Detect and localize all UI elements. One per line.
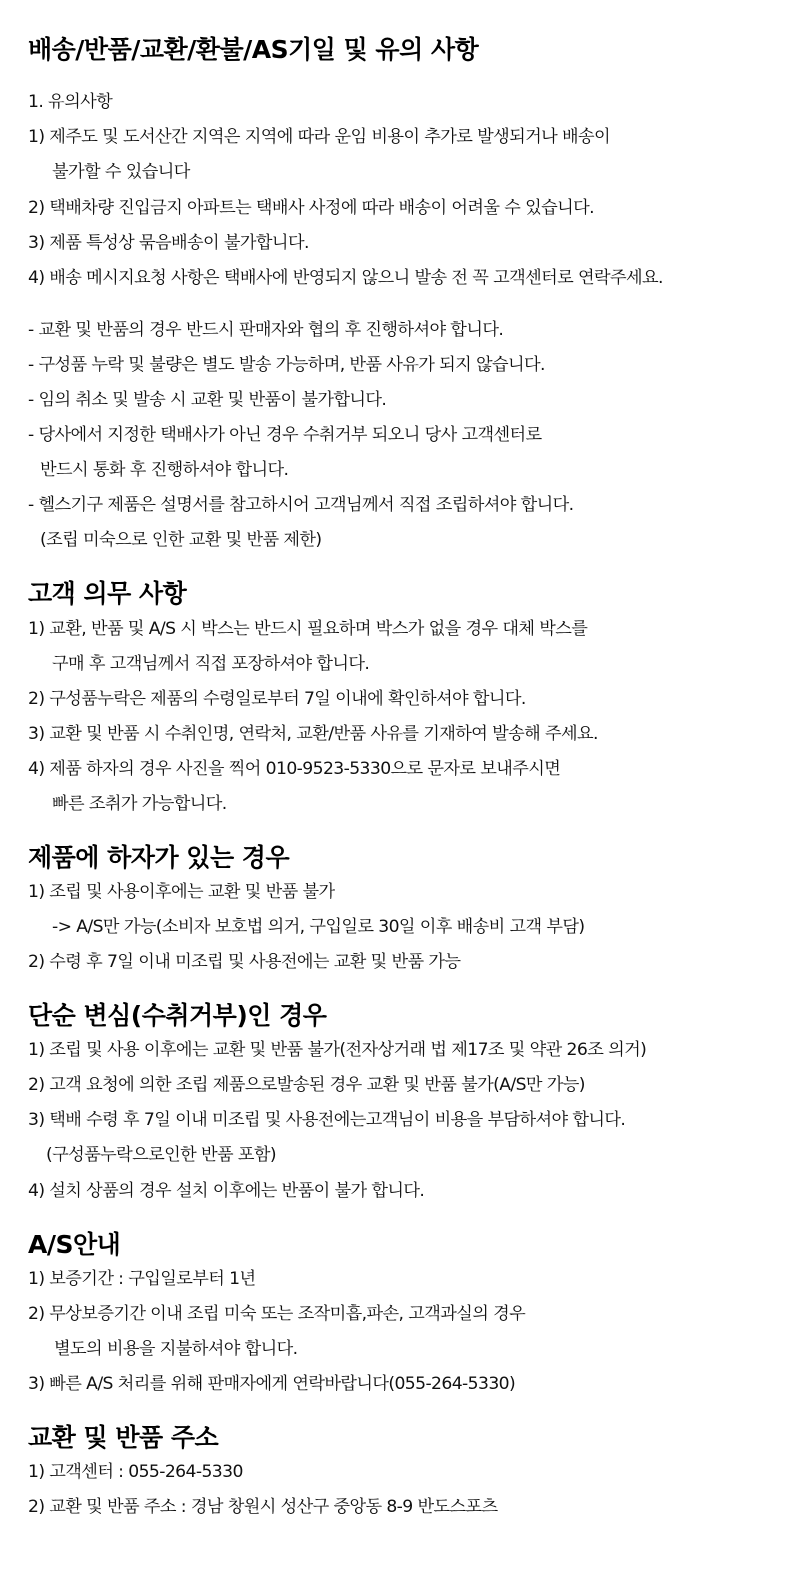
notes-line: 3) 제품 특성상 묶음배송이 불가합니다. [28, 233, 309, 253]
notes-line: 불가할 수 있습니다 [52, 162, 190, 182]
section-heading-as: A/S안내 [28, 1230, 121, 1259]
change-line: (구성품누락으로인한 반품 포함) [46, 1145, 276, 1165]
as-line: 3) 빠른 A/S 처리를 위해 판매자에게 연락바랍니다(055-264-5330) [28, 1374, 516, 1394]
notes-line: 4) 배송 메시지요청 사항은 택배사에 반영되지 않으니 발송 전 꼭 고객센터로 연락주세요. [28, 268, 663, 288]
change-line: 3) 택배 수령 후 7일 이내 미조립 및 사용전에는고객님이 비용을 부담하셔야 합니다. [28, 1110, 626, 1130]
address-line: 2) 교환 및 반품 주소 : 경남 창원시 성산구 중앙동 8-9 반도스포츠 [28, 1497, 498, 1517]
page-title: 배송/반품/교환/환불/AS기일 및 유의 사항 [28, 35, 479, 64]
notes-line: - 교환 및 반품의 경우 반드시 판매자와 협의 후 진행하셔야 합니다. [28, 320, 504, 340]
defect-line: 1) 조립 및 사용이후에는 교환 및 반품 불가 [28, 882, 335, 902]
notes-line: - 당사에서 지정한 택배사가 아닌 경우 수취거부 되오니 당사 고객센터로 [28, 425, 542, 445]
notes-line: 1. 유의사항 [28, 92, 113, 112]
change-line: 1) 조립 및 사용 이후에는 교환 및 반품 불가(전자상거래 법 제17조 및 약관 26조 의거) [28, 1040, 647, 1060]
section-heading-customer: 고객 의무 사항 [28, 579, 187, 608]
section-heading-address: 교환 및 반품 주소 [28, 1423, 219, 1452]
as-line: 별도의 비용을 지불하셔야 합니다. [54, 1339, 298, 1359]
customer-line: 4) 제품 하자의 경우 사진을 찍어 010-9523-5330으로 문자로 보내주시면 [28, 759, 561, 779]
as-line: 2) 무상보증기간 이내 조립 미숙 또는 조작미흡,파손, 고객과실의 경우 [28, 1304, 526, 1324]
section-heading-defect: 제품에 하자가 있는 경우 [28, 843, 290, 872]
address-line: 1) 고객센터 : 055-264-5330 [28, 1462, 243, 1482]
change-line: 4) 설치 상품의 경우 설치 이후에는 반품이 불가 합니다. [28, 1181, 425, 1201]
notes-line: - 구성품 누락 및 불량은 별도 발송 가능하며, 반품 사유가 되지 않습니다. [28, 355, 545, 375]
customer-line: 빠른 조취가 가능합니다. [52, 794, 227, 814]
notes-line: 2) 택배차량 진입금지 아파트는 택배사 사정에 따라 배송이 어려울 수 있습니다. [28, 198, 595, 218]
notes-line: 반드시 통화 후 진행하셔야 합니다. [40, 460, 289, 480]
customer-line: 3) 교환 및 반품 시 수취인명, 연락처, 교환/반품 사유를 기재하여 발송해 주세요. [28, 724, 598, 744]
section-heading-change: 단순 변심(수취거부)인 경우 [28, 1001, 327, 1030]
notes-line: 1) 제주도 및 도서산간 지역은 지역에 따라 운임 비용이 추가로 발생되거나 배송이 [28, 127, 611, 147]
customer-line: 2) 구성품누락은 제품의 수령일로부터 7일 이내에 확인하셔야 합니다. [28, 689, 526, 709]
customer-line: 1) 교환, 반품 및 A/S 시 박스는 반드시 필요하며 박스가 없을 경우 대체 박스를 [28, 619, 588, 639]
notes-line: - 임의 취소 및 발송 시 교환 및 반품이 불가합니다. [28, 390, 387, 410]
notes-line: - 헬스기구 제품은 설명서를 참고하시어 고객님께서 직접 조립하셔야 합니다. [28, 495, 574, 515]
as-line: 1) 보증기간 : 구입일로부터 1년 [28, 1269, 256, 1289]
notes-line: (조립 미숙으로 인한 교환 및 반품 제한) [40, 530, 322, 550]
defect-line: 2) 수령 후 7일 이내 미조립 및 사용전에는 교환 및 반품 가능 [28, 952, 461, 972]
change-line: 2) 고객 요청에 의한 조립 제품으로발송된 경우 교환 및 반품 불가(A/S만 가능) [28, 1075, 585, 1095]
customer-line: 구매 후 고객님께서 직접 포장하셔야 합니다. [52, 654, 370, 674]
defect-line: -> A/S만 가능(소비자 보호법 의거, 구입일로 30일 이후 배송비 고객 부담) [52, 917, 585, 937]
